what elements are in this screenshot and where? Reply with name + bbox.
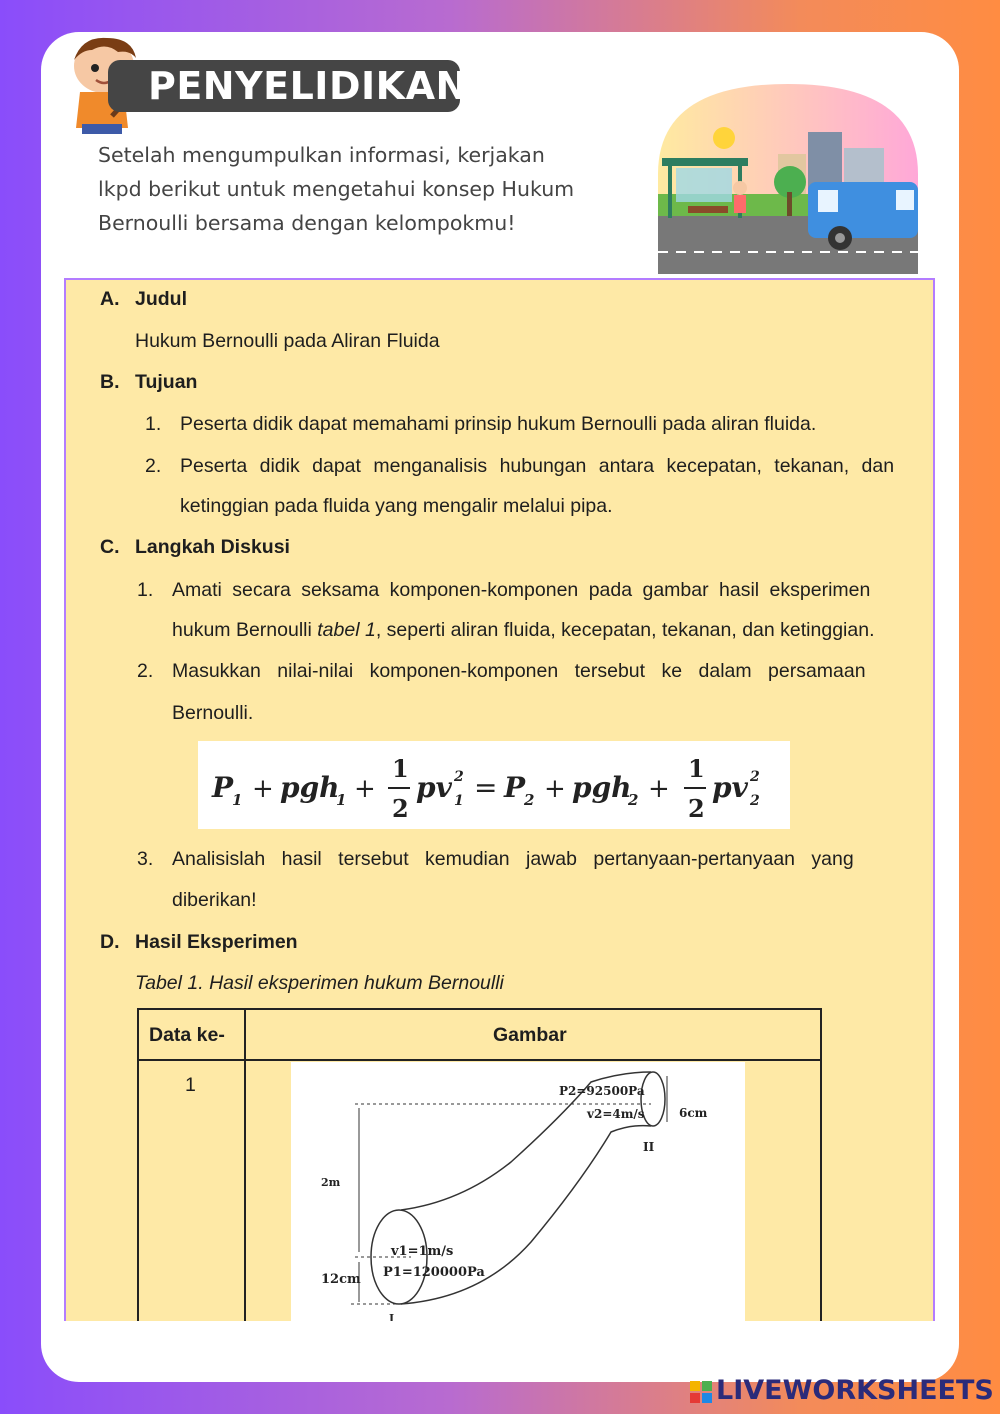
list-item: Peserta didik dapat menganalisis hubungan antara kecepatan, tekanan, dan: [180, 455, 895, 477]
formula-p2: P: [504, 771, 526, 804]
table-caption: Tabel 1. Hasil eksperimen hukum Bernoulli: [135, 972, 504, 994]
formula-plus: +: [648, 774, 670, 804]
formula-fraction-denominator: 2: [392, 794, 409, 823]
label-p1: P1=120000Pa: [383, 1265, 485, 1280]
list-item-continued: diberikan!: [172, 889, 257, 911]
formula-fraction-numerator: 1: [688, 754, 705, 783]
list-item: Masukkan nilai-nilai komponen-komponen tersebut ke dalam persamaan: [172, 660, 866, 682]
section-c-heading: Langkah Diskusi: [135, 536, 290, 558]
label-section-2: II: [643, 1140, 655, 1154]
section-a-letter: A.: [100, 288, 120, 310]
label-diameter-1: 12cm: [321, 1272, 361, 1287]
section-a-heading: Judul: [135, 288, 187, 310]
text-fragment: , seperti aliran fluida, kecepatan, tekanan, dan ketinggian.: [375, 619, 875, 641]
formula-rho-gh: pgh: [572, 771, 632, 804]
label-section-1: I: [389, 1312, 395, 1321]
list-number: 1.: [137, 579, 154, 601]
text-fragment: hukum Bernoulli: [172, 619, 318, 641]
label-v1: v1=1m/s: [391, 1244, 454, 1259]
liveworksheets-watermark: [690, 1374, 994, 1408]
bernoulli-pipe-diagram: [291, 1062, 745, 1321]
bus-stop-illustration: [658, 84, 918, 274]
formula-sub: 2: [628, 791, 639, 809]
formula-equals: =: [474, 771, 498, 804]
formula-sub: 2: [524, 791, 535, 809]
intro-line: Bernoulli bersama dengan kelompokmu!: [98, 211, 516, 235]
list-item-continued: ketinggian pada fluida yang mengalir melalui pipa.: [180, 495, 613, 517]
section-d-letter: D.: [100, 931, 120, 953]
section-b-heading: Tujuan: [135, 371, 198, 393]
list-item: Amati secara seksama komponen-komponen pada gambar hasil eksperimen: [172, 579, 871, 601]
formula-rho-gh: pgh: [280, 771, 340, 804]
formula-pv: pv: [712, 771, 748, 804]
table-cell-data-ke: 1: [185, 1074, 196, 1096]
formula-plus: +: [252, 774, 274, 804]
intro-line: Setelah mengumpulkan informasi, kerjakan: [98, 143, 545, 167]
label-p2: P2=92500Pa: [559, 1084, 645, 1098]
formula-p1: P: [212, 771, 234, 804]
list-item-continued: [172, 619, 874, 642]
table-reference: tabel 1: [317, 619, 376, 641]
table-header-gambar: Gambar: [493, 1024, 567, 1046]
label-height: 2m: [321, 1176, 341, 1189]
formula-plus: +: [544, 774, 566, 804]
formula-fraction-numerator: 1: [392, 754, 409, 783]
formula-sup: 2: [750, 769, 760, 785]
list-number: 3.: [137, 848, 154, 870]
liveworksheets-logo-icon: [690, 1381, 712, 1403]
label-diameter-2: 6cm: [679, 1106, 708, 1120]
section-c-letter: C.: [100, 536, 120, 558]
list-item: Peserta didik dapat memahami prinsip hukum Bernoulli pada aliran fluida.: [180, 413, 817, 435]
formula-sup: 2: [454, 769, 464, 785]
list-number: 1.: [145, 413, 162, 435]
watermark-text: LIVEWORKSHEETS: [716, 1375, 994, 1406]
section-d-heading: Hasil Eksperimen: [135, 931, 298, 953]
formula-sub: 2: [750, 793, 760, 809]
formula-sub: 1: [454, 793, 464, 809]
table-header-row: [139, 1010, 820, 1061]
label-v2: v2=4m/s: [587, 1107, 645, 1121]
list-number: 2.: [137, 660, 154, 682]
list-number: 2.: [145, 455, 162, 477]
intro-line: lkpd berikut untuk mengetahui konsep Hukum: [98, 177, 575, 201]
intro-text: [98, 138, 658, 240]
section-b-letter: B.: [100, 371, 120, 393]
table-header-data-ke: Data ke-: [149, 1024, 225, 1046]
formula-fraction-denominator: 2: [688, 794, 705, 823]
bernoulli-equation: [198, 741, 790, 829]
list-item-continued: Bernoulli.: [172, 702, 254, 724]
formula-plus: +: [354, 774, 376, 804]
section-title: PENYELIDIKAN: [108, 60, 460, 112]
formula-sub: 1: [336, 791, 347, 809]
table-column-divider: [244, 1010, 246, 1321]
section-a-text: Hukum Bernoulli pada Aliran Fluida: [135, 330, 440, 352]
formula-sub: 1: [232, 791, 243, 809]
list-item: Analisislah hasil tersebut kemudian jawab pertanyaan-pertanyaan yang: [172, 848, 854, 870]
formula-pv: pv: [416, 771, 452, 804]
worksheet-content-panel: [64, 278, 935, 1321]
